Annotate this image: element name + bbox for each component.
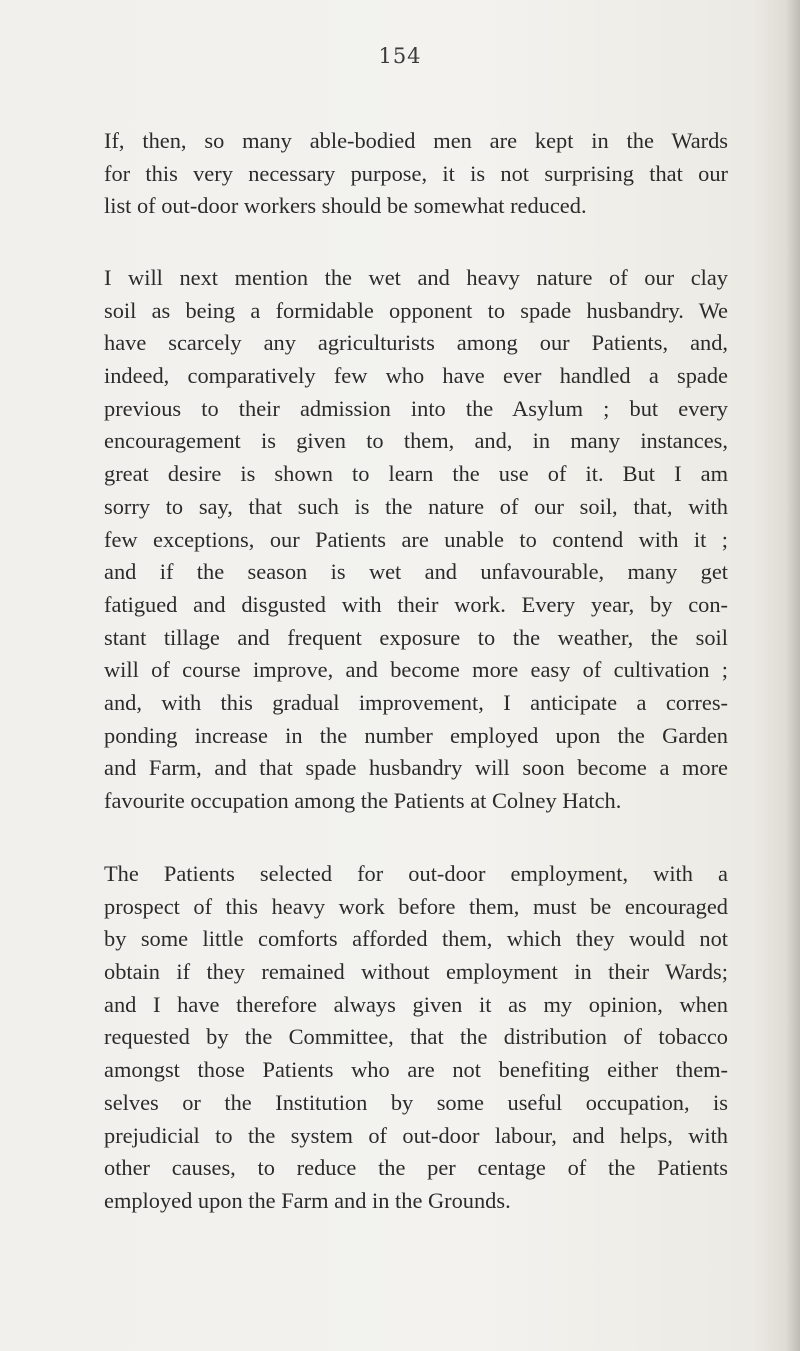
text-line: and, with this gradual improvement, I anticipate a corres- bbox=[104, 689, 728, 715]
text-line: and I have therefore always given it as my opinion, when bbox=[104, 991, 728, 1017]
text-line: have scarcely any agriculturists among our Patients, and, bbox=[104, 330, 728, 356]
text-line: few exceptions, our Patients are unable to contend with it ; bbox=[104, 526, 728, 552]
text-line: will of course improve, and become more easy of cultivation ; bbox=[104, 657, 728, 683]
text-line: and Farm, and that spade husbandry will soon become a more bbox=[104, 755, 728, 781]
text-line: great desire is shown to learn the use of it. But I am bbox=[104, 461, 728, 487]
text-line: previous to their admission into the Asylum ; but every bbox=[104, 395, 728, 421]
text-line: selves or the Institution by some useful occupation, is bbox=[104, 1089, 728, 1115]
text-line: by some little comforts afforded them, which they would not bbox=[104, 926, 728, 952]
paragraph-3 bbox=[104, 858, 728, 1218]
text-line: If, then, so many able-bodied men are kept in the Wards bbox=[104, 128, 728, 153]
text-line: favourite occupation among the Patients at Colney Hatch. bbox=[104, 788, 622, 813]
text-line: prospect of this heavy work before them, must be encouraged bbox=[104, 893, 728, 919]
page-number: 154 bbox=[378, 44, 422, 68]
text-line: for this very necessary purpose, it is not surprising that our bbox=[104, 160, 728, 186]
text-line: stant tillage and frequent exposure to the weather, the soil bbox=[104, 624, 728, 650]
paragraph-2 bbox=[104, 262, 728, 818]
text-line: prejudicial to the system of out-door labour, and helps, with bbox=[104, 1122, 728, 1148]
text-line: amongst those Patients who are not benefiting either them- bbox=[104, 1057, 728, 1083]
text-line: soil as being a formidable opponent to spade husbandry. We bbox=[104, 297, 728, 323]
text-line: and if the season is wet and unfavourable, many get bbox=[104, 559, 728, 585]
text-line: indeed, comparatively few who have ever handled a spade bbox=[104, 363, 728, 389]
text-line: ponding increase in the number employed upon the Garden bbox=[104, 722, 728, 748]
text-line: employed upon the Farm and in the Grounds. bbox=[104, 1187, 511, 1213]
text-line: other causes, to reduce the per centage of the Patients bbox=[104, 1155, 728, 1181]
text-line: fatigued and disgusted with their work. Every year, by con- bbox=[104, 591, 728, 617]
text-line: I will next mention the wet and heavy nature of our clay bbox=[104, 265, 728, 290]
page-edge-shadow bbox=[786, 0, 800, 1351]
text-line: requested by the Committee, that the distribution of tobacco bbox=[104, 1024, 728, 1050]
text-line: The Patients selected for out-door employment, with a bbox=[104, 861, 728, 886]
text-line: obtain if they remained without employment in their Wards; bbox=[104, 959, 728, 985]
text-line: list of out-door workers should be somewhat reduced. bbox=[104, 193, 587, 219]
text-line: encouragement is given to them, and, in many instances, bbox=[104, 428, 728, 454]
text-line: sorry to say, that such is the nature of our soil, that, with bbox=[104, 493, 728, 519]
paragraph-1 bbox=[104, 125, 728, 223]
